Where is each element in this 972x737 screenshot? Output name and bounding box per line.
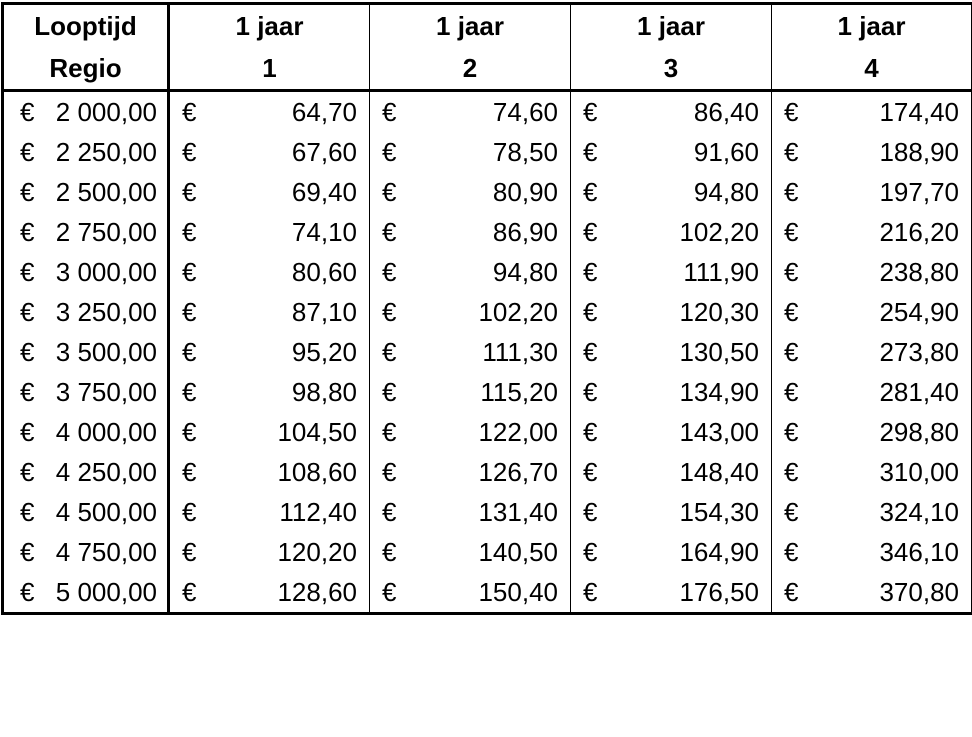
premium-value: 80,60	[291, 257, 357, 287]
currency-symbol: €	[382, 337, 397, 367]
currency-symbol: €	[583, 297, 598, 327]
currency-symbol: €	[784, 497, 799, 527]
premium-cell-region-4	[772, 172, 972, 212]
premium-value: 176,50	[679, 577, 759, 607]
premium-value: 197,70	[879, 177, 959, 207]
currency-symbol: €	[182, 97, 197, 127]
premium-cell-region-1	[169, 532, 370, 572]
cell-content	[772, 252, 971, 292]
premium-value: 188,90	[879, 137, 959, 167]
cell-content	[4, 172, 167, 212]
header-regio: Regio	[3, 47, 169, 91]
table-row	[3, 172, 972, 212]
premium-cell-region-1	[169, 332, 370, 372]
premium-value: 281,40	[879, 377, 959, 407]
cell-content	[571, 172, 771, 212]
currency-symbol: €	[382, 177, 397, 207]
currency-symbol: €	[382, 417, 397, 447]
insured-amount: 3 000,00	[55, 257, 157, 287]
cell-content	[370, 492, 570, 532]
insured-amount: 5 000,00	[55, 577, 157, 607]
currency-symbol: €	[784, 577, 799, 607]
premium-cell-region-2	[370, 492, 571, 532]
premium-cell-region-4	[772, 372, 972, 412]
currency-symbol: €	[583, 257, 598, 287]
premium-value: 238,80	[879, 257, 959, 287]
insured-amount: 2 000,00	[55, 97, 157, 127]
premium-value: 150,40	[478, 577, 558, 607]
premium-value: 74,10	[291, 217, 357, 247]
cell-content	[571, 212, 771, 252]
cell-content	[170, 492, 369, 532]
cell-content	[4, 532, 167, 572]
premium-value: 87,10	[291, 297, 357, 327]
table-row	[3, 492, 972, 532]
table-row	[3, 372, 972, 412]
premium-cell-region-3	[571, 412, 772, 452]
premium-cell-region-4	[772, 572, 972, 614]
table-row	[3, 532, 972, 572]
premium-cell-region-4	[772, 292, 972, 332]
table-body	[3, 91, 972, 614]
header-term-3: 1 jaar	[571, 4, 772, 48]
premium-cell-region-1	[169, 572, 370, 614]
insured-amount-cell	[3, 452, 169, 492]
insured-amount: 3 500,00	[55, 337, 157, 367]
cell-content	[772, 452, 971, 492]
premium-cell-region-3	[571, 252, 772, 292]
currency-symbol: €	[20, 577, 35, 607]
currency-symbol: €	[182, 417, 197, 447]
cell-content	[370, 372, 570, 412]
cell-content	[772, 332, 971, 372]
premium-cell-region-3	[571, 372, 772, 412]
table-row	[3, 292, 972, 332]
insured-amount: 4 750,00	[55, 537, 157, 567]
currency-symbol: €	[784, 217, 799, 247]
currency-symbol: €	[784, 537, 799, 567]
premium-cell-region-3	[571, 332, 772, 372]
table-row	[3, 212, 972, 252]
insured-amount-cell	[3, 532, 169, 572]
header-term-1: 1 jaar	[169, 4, 370, 48]
header-region-3: 3	[571, 47, 772, 91]
premium-cell-region-3	[571, 212, 772, 252]
currency-symbol: €	[182, 337, 197, 367]
cell-content	[170, 212, 369, 252]
table-row	[3, 332, 972, 372]
premium-cell-region-3	[571, 132, 772, 172]
premium-value: 104,50	[277, 417, 357, 447]
premium-cell-region-2	[370, 372, 571, 412]
insured-amount: 4 250,00	[55, 457, 157, 487]
currency-symbol: €	[784, 137, 799, 167]
cell-content	[571, 92, 771, 132]
currency-symbol: €	[182, 217, 197, 247]
currency-symbol: €	[20, 177, 35, 207]
currency-symbol: €	[20, 537, 35, 567]
cell-content	[571, 252, 771, 292]
currency-symbol: €	[20, 97, 35, 127]
premium-value: 346,10	[879, 537, 959, 567]
cell-content	[772, 532, 971, 572]
cell-content	[4, 252, 167, 292]
premium-cell-region-2	[370, 172, 571, 212]
premium-cell-region-1	[169, 492, 370, 532]
cell-content	[571, 532, 771, 572]
cell-content	[170, 292, 369, 332]
currency-symbol: €	[583, 457, 598, 487]
premium-value: 254,90	[879, 297, 959, 327]
premium-value: 95,20	[291, 337, 357, 367]
currency-symbol: €	[382, 377, 397, 407]
premium-value: 86,90	[492, 217, 558, 247]
header-region-4: 4	[772, 47, 972, 91]
premium-cell-region-2	[370, 572, 571, 614]
cell-content	[571, 412, 771, 452]
currency-symbol: €	[182, 577, 197, 607]
cell-content	[571, 492, 771, 532]
currency-symbol: €	[382, 297, 397, 327]
premium-value: 126,70	[478, 457, 558, 487]
cell-content	[170, 372, 369, 412]
cell-content	[370, 412, 570, 452]
insured-amount-cell	[3, 132, 169, 172]
premium-table	[1, 2, 972, 615]
premium-value: 120,30	[679, 297, 759, 327]
premium-value: 130,50	[679, 337, 759, 367]
premium-value: 216,20	[879, 217, 959, 247]
insured-amount-cell	[3, 212, 169, 252]
header-row-looptijd	[3, 4, 972, 48]
currency-symbol: €	[784, 297, 799, 327]
premium-value: 174,40	[879, 97, 959, 127]
currency-symbol: €	[583, 137, 598, 167]
currency-symbol: €	[182, 257, 197, 287]
premium-cell-region-1	[169, 412, 370, 452]
premium-value: 111,30	[482, 337, 558, 367]
table-row	[3, 252, 972, 292]
premium-value: 102,20	[478, 297, 558, 327]
insured-amount-cell	[3, 372, 169, 412]
header-looptijd: Looptijd	[3, 4, 169, 48]
premium-value: 64,70	[291, 97, 357, 127]
currency-symbol: €	[784, 177, 799, 207]
cell-content	[370, 572, 570, 612]
premium-cell-region-2	[370, 132, 571, 172]
table-row	[3, 91, 972, 133]
premium-cell-region-2	[370, 332, 571, 372]
cell-content	[571, 292, 771, 332]
currency-symbol: €	[784, 337, 799, 367]
premium-value: 148,40	[679, 457, 759, 487]
cell-content	[170, 412, 369, 452]
currency-symbol: €	[784, 257, 799, 287]
premium-value: 80,90	[492, 177, 558, 207]
currency-symbol: €	[20, 257, 35, 287]
currency-symbol: €	[784, 417, 799, 447]
premium-value: 91,60	[693, 137, 759, 167]
cell-content	[571, 572, 771, 612]
premium-cell-region-3	[571, 492, 772, 532]
premium-value: 69,40	[291, 177, 357, 207]
cell-content	[170, 572, 369, 612]
currency-symbol: €	[382, 577, 397, 607]
premium-cell-region-3	[571, 572, 772, 614]
premium-cell-region-1	[169, 172, 370, 212]
cell-content	[370, 132, 570, 172]
premium-cell-region-4	[772, 212, 972, 252]
premium-cell-region-1	[169, 252, 370, 292]
premium-value: 310,00	[879, 457, 959, 487]
premium-value: 370,80	[879, 577, 959, 607]
header-region-2: 2	[370, 47, 571, 91]
premium-value: 140,50	[478, 537, 558, 567]
premium-value: 86,40	[693, 97, 759, 127]
premium-cell-region-2	[370, 91, 571, 133]
currency-symbol: €	[20, 217, 35, 247]
currency-symbol: €	[583, 177, 598, 207]
premium-cell-region-2	[370, 252, 571, 292]
premium-cell-region-3	[571, 532, 772, 572]
cell-content	[170, 92, 369, 132]
premium-cell-region-2	[370, 532, 571, 572]
currency-symbol: €	[182, 537, 197, 567]
cell-content	[4, 412, 167, 452]
insured-amount-cell	[3, 572, 169, 614]
cell-content	[571, 132, 771, 172]
cell-content	[370, 292, 570, 332]
premium-value: 273,80	[879, 337, 959, 367]
table-row	[3, 412, 972, 452]
cell-content	[170, 332, 369, 372]
cell-content	[370, 252, 570, 292]
insured-amount: 2 750,00	[55, 217, 157, 247]
insured-amount: 2 250,00	[55, 137, 157, 167]
premium-value: 131,40	[478, 497, 558, 527]
currency-symbol: €	[784, 377, 799, 407]
currency-symbol: €	[583, 217, 598, 247]
premium-cell-region-4	[772, 452, 972, 492]
cell-content	[170, 132, 369, 172]
premium-cell-region-4	[772, 532, 972, 572]
currency-symbol: €	[182, 297, 197, 327]
cell-content	[370, 92, 570, 132]
currency-symbol: €	[382, 217, 397, 247]
currency-symbol: €	[382, 97, 397, 127]
premium-value: 112,40	[279, 497, 357, 527]
currency-symbol: €	[382, 257, 397, 287]
premium-cell-region-1	[169, 372, 370, 412]
premium-cell-region-3	[571, 91, 772, 133]
premium-cell-region-4	[772, 332, 972, 372]
premium-value: 98,80	[291, 377, 357, 407]
cell-content	[4, 372, 167, 412]
table-row	[3, 132, 972, 172]
premium-cell-region-1	[169, 91, 370, 133]
premium-cell-region-4	[772, 252, 972, 292]
premium-cell-region-3	[571, 452, 772, 492]
premium-value: 67,60	[291, 137, 357, 167]
currency-symbol: €	[182, 177, 197, 207]
premium-value: 143,00	[679, 417, 759, 447]
currency-symbol: €	[583, 497, 598, 527]
currency-symbol: €	[382, 137, 397, 167]
premium-value: 94,80	[492, 257, 558, 287]
header-row-regio	[3, 47, 972, 91]
cell-content	[772, 492, 971, 532]
cell-content	[170, 252, 369, 292]
premium-cell-region-2	[370, 212, 571, 252]
currency-symbol: €	[20, 417, 35, 447]
currency-symbol: €	[382, 497, 397, 527]
cell-content	[571, 372, 771, 412]
premium-cell-region-1	[169, 292, 370, 332]
cell-content	[370, 532, 570, 572]
premium-cell-region-1	[169, 212, 370, 252]
table-row	[3, 572, 972, 614]
currency-symbol: €	[182, 497, 197, 527]
cell-content	[4, 292, 167, 332]
premium-value: 120,20	[277, 537, 357, 567]
cell-content	[4, 452, 167, 492]
table-row	[3, 452, 972, 492]
currency-symbol: €	[382, 457, 397, 487]
premium-value: 115,20	[480, 377, 558, 407]
premium-cell-region-1	[169, 132, 370, 172]
currency-symbol: €	[20, 297, 35, 327]
premium-cell-region-1	[169, 452, 370, 492]
cell-content	[772, 172, 971, 212]
premium-value: 164,90	[679, 537, 759, 567]
cell-content	[170, 452, 369, 492]
insured-amount-cell	[3, 91, 169, 133]
premium-value: 154,30	[679, 497, 759, 527]
premium-value: 134,90	[679, 377, 759, 407]
currency-symbol: €	[20, 457, 35, 487]
currency-symbol: €	[583, 377, 598, 407]
insured-amount-cell	[3, 412, 169, 452]
premium-value: 74,60	[492, 97, 558, 127]
header-term-2: 1 jaar	[370, 4, 571, 48]
cell-content	[772, 372, 971, 412]
premium-cell-region-4	[772, 132, 972, 172]
cell-content	[772, 572, 971, 612]
currency-symbol: €	[20, 377, 35, 407]
cell-content	[4, 572, 167, 612]
currency-symbol: €	[382, 537, 397, 567]
cell-content	[4, 492, 167, 532]
cell-content	[4, 212, 167, 252]
premium-value: 111,90	[683, 257, 759, 287]
currency-symbol: €	[583, 577, 598, 607]
cell-content	[571, 332, 771, 372]
insured-amount: 4 500,00	[55, 497, 157, 527]
currency-symbol: €	[784, 97, 799, 127]
currency-symbol: €	[20, 137, 35, 167]
premium-value: 78,50	[492, 137, 558, 167]
premium-value: 94,80	[693, 177, 759, 207]
currency-symbol: €	[583, 537, 598, 567]
currency-symbol: €	[583, 337, 598, 367]
cell-content	[772, 212, 971, 252]
premium-cell-region-2	[370, 292, 571, 332]
insured-amount-cell	[3, 492, 169, 532]
cell-content	[170, 172, 369, 212]
table-header	[3, 4, 972, 91]
currency-symbol: €	[182, 457, 197, 487]
currency-symbol: €	[583, 417, 598, 447]
insured-amount-cell	[3, 252, 169, 292]
cell-content	[370, 172, 570, 212]
currency-symbol: €	[182, 377, 197, 407]
cell-content	[4, 332, 167, 372]
premium-cell-region-4	[772, 91, 972, 133]
premium-cell-region-2	[370, 412, 571, 452]
currency-symbol: €	[20, 337, 35, 367]
premium-cell-region-3	[571, 292, 772, 332]
cell-content	[772, 412, 971, 452]
header-term-4: 1 jaar	[772, 4, 972, 48]
premium-cell-region-2	[370, 452, 571, 492]
header-region-1: 1	[169, 47, 370, 91]
cell-content	[170, 532, 369, 572]
insured-amount: 2 500,00	[55, 177, 157, 207]
premium-cell-region-4	[772, 492, 972, 532]
insured-amount-cell	[3, 172, 169, 212]
insured-amount-cell	[3, 292, 169, 332]
cell-content	[370, 452, 570, 492]
cell-content	[370, 332, 570, 372]
insured-amount: 4 000,00	[55, 417, 157, 447]
premium-value: 298,80	[879, 417, 959, 447]
cell-content	[370, 212, 570, 252]
cell-content	[571, 452, 771, 492]
cell-content	[4, 92, 167, 132]
premium-value: 128,60	[277, 577, 357, 607]
cell-content	[772, 292, 971, 332]
insured-amount-cell	[3, 332, 169, 372]
insured-amount: 3 250,00	[55, 297, 157, 327]
insured-amount: 3 750,00	[55, 377, 157, 407]
cell-content	[4, 132, 167, 172]
premium-cell-region-3	[571, 172, 772, 212]
cell-content	[772, 132, 971, 172]
cell-content	[772, 92, 971, 132]
currency-symbol: €	[20, 497, 35, 527]
premium-value: 108,60	[277, 457, 357, 487]
currency-symbol: €	[182, 137, 197, 167]
currency-symbol: €	[784, 457, 799, 487]
premium-value: 102,20	[679, 217, 759, 247]
premium-cell-region-4	[772, 412, 972, 452]
premium-value: 122,00	[478, 417, 558, 447]
currency-symbol: €	[583, 97, 598, 127]
premium-value: 324,10	[879, 497, 959, 527]
